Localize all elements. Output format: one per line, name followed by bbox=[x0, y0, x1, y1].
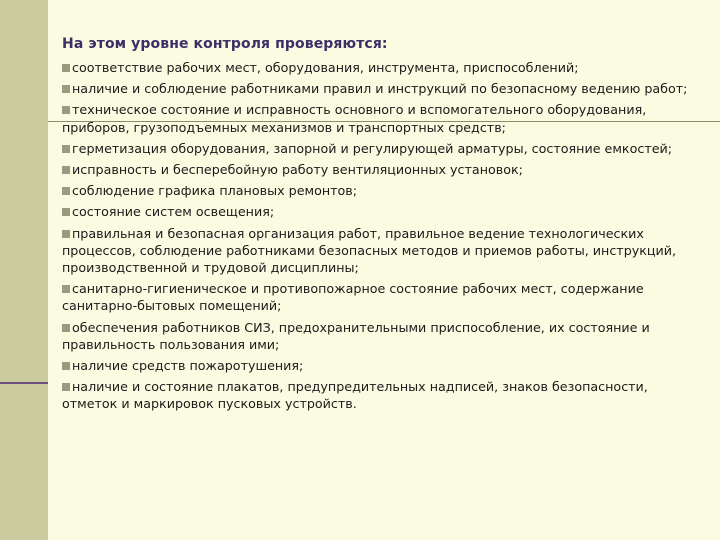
list-item-text: наличие и состояние плакатов, предупредительных надписей, знаков безопасности, отметок и маркировок пусковых устройств. bbox=[62, 379, 648, 412]
list-item bbox=[62, 161, 702, 178]
list-item bbox=[62, 357, 702, 374]
list-item bbox=[62, 140, 702, 157]
list-item-text: санитарно-гигиеническое и противопожарное состояние рабочих мест, содержание санитарно-бытовых помещений; bbox=[62, 281, 644, 314]
square-bullet-icon bbox=[62, 285, 70, 293]
list-item bbox=[62, 59, 702, 76]
square-bullet-icon bbox=[62, 362, 70, 370]
square-bullet-icon bbox=[62, 145, 70, 153]
square-bullet-icon bbox=[62, 208, 70, 216]
list-item bbox=[62, 280, 702, 314]
list-item-text: наличие и соблюдение работниками правил и инструкций по безопасному ведению работ; bbox=[72, 81, 688, 97]
list-item bbox=[62, 182, 702, 199]
square-bullet-icon bbox=[62, 85, 70, 93]
list-item-text: соответствие рабочих мест, оборудования, инструмента, приспособлений; bbox=[72, 60, 579, 75]
square-bullet-icon bbox=[62, 324, 70, 332]
bullet-list bbox=[62, 59, 702, 413]
square-bullet-icon bbox=[62, 383, 70, 391]
list-item bbox=[62, 203, 702, 220]
list-item bbox=[62, 80, 702, 97]
square-bullet-icon bbox=[62, 166, 70, 174]
list-item bbox=[62, 378, 702, 412]
slide-title: На этом уровне контроля проверяются: bbox=[62, 36, 388, 52]
list-item-text: техническое состояние и исправность основного и вспомогательного оборудования, приборов, грузоподъемных механизмов и транспортных средств; bbox=[62, 102, 647, 135]
slide-content bbox=[62, 36, 702, 417]
list-item-text: исправность и бесперебойную работу вентиляционных установок; bbox=[72, 162, 523, 178]
square-bullet-icon bbox=[62, 64, 70, 72]
square-bullet-icon bbox=[62, 230, 70, 238]
square-bullet-icon bbox=[62, 187, 70, 195]
list-item bbox=[62, 101, 702, 135]
list-item-text: соблюдение графика плановых ремонтов; bbox=[72, 183, 358, 199]
square-bullet-icon bbox=[62, 106, 70, 114]
list-item-text: герметизация оборудования, запорной и регулирующей арматуры, состояние емкостей; bbox=[72, 140, 673, 156]
list-item-text: правильная и безопасная организация работ, правильное ведение технологических процессов, соблюдение работниками безопасных методов и приемов работы, инструкций, производственной и трудовой дисциплины; bbox=[62, 225, 677, 276]
list-item bbox=[62, 225, 702, 277]
list-item bbox=[62, 319, 702, 353]
list-item-text: обеспечения работников СИЗ, предохранительными приспособление, их состояние и правильность пользования ими; bbox=[62, 319, 650, 352]
list-item-text: наличие средств пожаротушения; bbox=[72, 358, 304, 374]
list-item-text: состояние систем освещения; bbox=[72, 204, 275, 220]
left-accent-line bbox=[0, 0, 48, 384]
